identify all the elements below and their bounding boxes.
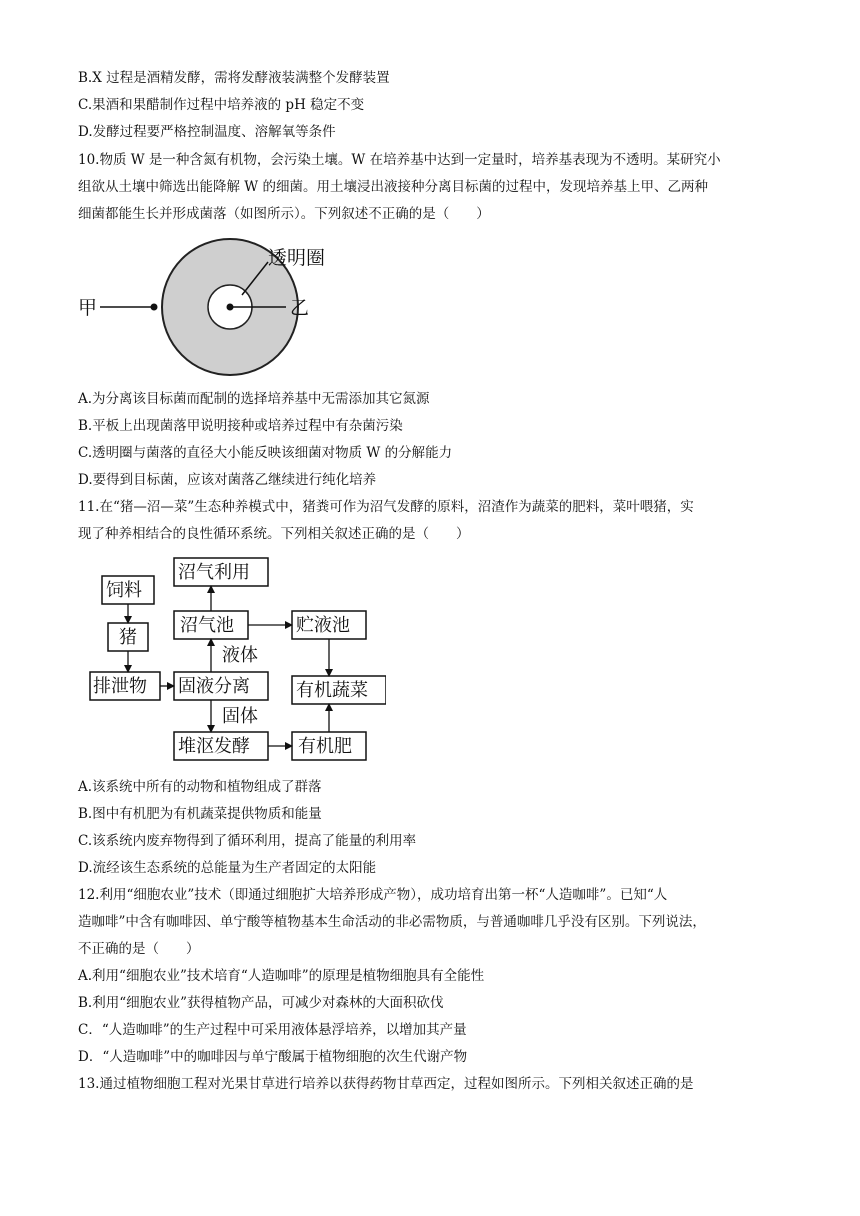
q10-option-b: B.平板上出现菌落甲说明接种或培养过程中有杂菌污染	[78, 418, 403, 434]
q11-stem-line1: 11.在“猪—沼—菜”生态种养模式中，猪粪可作为沼气发酵的原料，沼渣作为蔬菜的肥料，菜叶喂猪，实	[78, 499, 694, 515]
label-organic-vegetable: 有机蔬菜	[296, 680, 368, 701]
q12-option-c: C．“人造咖啡”的生产过程中可采用液体悬浮培养，以增加其产量	[78, 1022, 467, 1038]
q11-stem-line2: 现了种养相结合的良性循环系统。下列相关叙述正确的是（ ）	[78, 526, 470, 542]
label-yi: 乙	[290, 297, 310, 319]
label-solid: 固体	[222, 706, 258, 727]
label-compost: 堆沤发酵	[178, 736, 250, 757]
label-biogas-use: 沼气利用	[178, 562, 250, 583]
q12-option-d: D．“人造咖啡”中的咖啡因与单宁酸属于植物细胞的次生代谢产物	[78, 1049, 468, 1065]
q12-option-a: A.利用“细胞农业”技术培育“人造咖啡”的原理是植物细胞具有全能性	[78, 968, 485, 984]
q9-option-d: D.发酵过程要严格控制温度、溶解氧等条件	[78, 124, 336, 140]
q10-stem-line3: 细菌都能生长并形成菌落（如图所示）。下列叙述不正确的是（ ）	[78, 206, 490, 222]
petri-dish-figure	[76, 228, 346, 378]
q10-option-a: A.为分离该目标菌而配制的选择培养基中无需添加其它氮源	[78, 391, 430, 407]
label-pig: 猪	[119, 627, 137, 648]
q10-option-d: D.要得到目标菌，应该对菌落乙继续进行纯化培养	[78, 472, 377, 488]
label-separation: 固液分离	[178, 676, 250, 697]
q11-option-d: D.流经该生态系统的总能量为生产者固定的太阳能	[78, 860, 377, 876]
label-liquid: 液体	[222, 645, 258, 666]
q12-stem-line3: 不正确的是（ ）	[78, 941, 200, 957]
q11-option-b: B.图中有机肥为有机蔬菜提供物质和能量	[78, 806, 322, 822]
q13-stem-line1: 13.通过植物细胞工程对光果甘草进行培养以获得药物甘草西定，过程如图所示。下列相关叙述正确的是	[78, 1076, 694, 1092]
q12-stem-line2: 造咖啡”中含有咖啡因、单宁酸等植物基本生命活动的非必需物质，与普通咖啡几乎没有区别。下列说法，	[78, 914, 706, 930]
q9-option-c: C.果酒和果醋制作过程中培养液的 pH 稳定不变	[78, 97, 365, 113]
q9-option-b: B.X 过程是酒精发酵，需将发酵液装满整个发酵装置	[78, 70, 390, 86]
eco-cycle-diagram	[86, 556, 386, 766]
label-excreta: 排泄物	[93, 676, 147, 697]
q11-option-c: C.该系统内废弃物得到了循环利用，提高了能量的利用率	[78, 833, 417, 849]
label-liquid-pool: 贮液池	[296, 615, 350, 636]
q12-option-b: B.利用“细胞农业”获得植物产品，可减少对森林的大面积砍伐	[78, 995, 444, 1011]
label-organic-fertilizer: 有机肥	[298, 736, 352, 757]
label-feed: 饲料	[106, 580, 142, 601]
label-biogas-pool: 沼气池	[180, 615, 234, 636]
q11-option-a: A.该系统中所有的动物和植物组成了群落	[78, 779, 322, 795]
q10-stem-line2: 组欲从土壤中筛选出能降解 W 的细菌。用土壤浸出液接种分离目标菌的过程中，发现培养基上甲、乙两种	[78, 179, 708, 195]
q10-option-c: C.透明圈与菌落的直径大小能反映该细菌对物质 W 的分解能力	[78, 445, 453, 461]
label-clear-zone: 透明圈	[268, 247, 326, 269]
label-jia: 甲	[78, 297, 98, 319]
q12-stem-line1: 12.利用“细胞农业”技术（即通过细胞扩大培养形成产物），成功培育出第一杯“人造咖啡”。已知“人	[78, 887, 668, 903]
q10-stem-line1: 10.物质 W 是一种含氮有机物，会污染土壤。W 在培养基中达到一定量时，培养基表现为不透明。某研究小	[78, 152, 721, 168]
